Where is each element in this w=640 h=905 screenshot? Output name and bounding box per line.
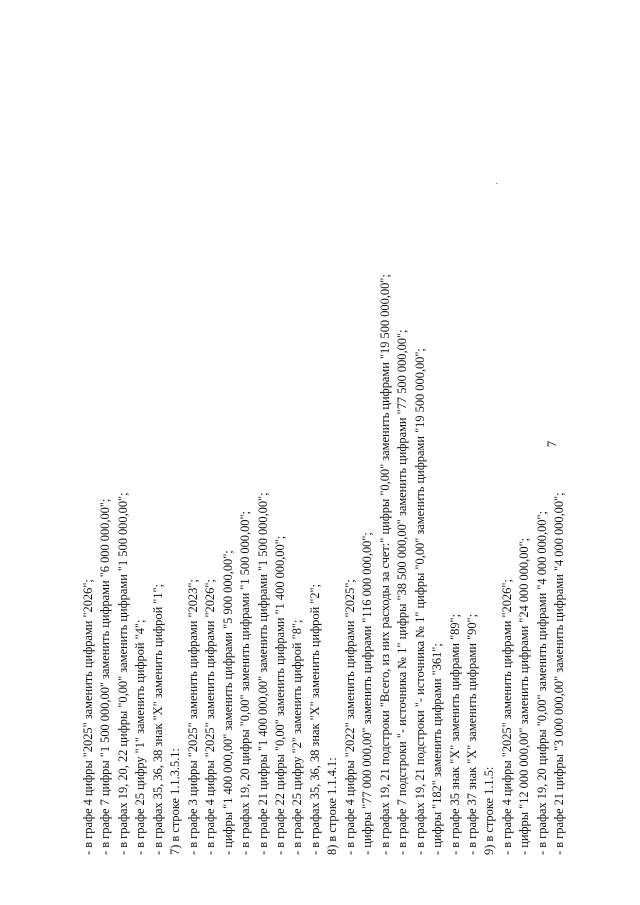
text-line: - в графе 4 цифры "2025" заменить цифрами "2026";	[203, 579, 218, 855]
text-line: - в графе 35 знак "X" заменить цифрами "89";	[447, 613, 462, 855]
text-line: - в графе 3 цифры "2025" заменить цифрами "2023";	[185, 579, 200, 855]
text-line: - цифры "12 000 000,00" заменить цифрами "24 000 000,00";	[517, 537, 532, 855]
text-line: - в графах 19, 20 цифры "0,00" заменить цифрами "4 000 000,00";	[534, 511, 549, 855]
text-line: - в графе 4 цифры "2022" заменить цифрами "2025";	[342, 579, 357, 855]
text-line: - цифры "1 400 000,00" заменить цифрами "5 900 000,00";	[220, 550, 235, 855]
text-line: - в графе 25 цифру "2" заменить цифрой "8";	[290, 619, 305, 855]
text-line: - цифры "77 000 000,00" заменить цифрами "116 000 000,00";	[360, 532, 375, 855]
text-line: - в графах 19, 20, 22 цифры "0,00" заменить цифрами "1 500 000,00";	[115, 492, 130, 855]
text-line: - в графах 19, 21 подстроки "- источника № 1" цифры "0,00" заменить цифрами "19 500 000,00";	[412, 348, 427, 855]
text-line: - в графе 21 цифры "3 000 000,00" заменить цифрами "4 000 000,00";	[552, 492, 567, 855]
section-heading: 8) в строке 1.1.4.1:	[325, 757, 340, 855]
text-line: - в графах 19, 21 подстроки "Всего, из них расходы за счет:" цифры "0,00" заменить цифрами "19 500 000,00";	[377, 274, 392, 855]
text-line: - в графе 4 цифры "2025" заменить цифрами "2026";	[81, 579, 95, 855]
text-line: - в графе 37 знак "X" заменить цифрами "90";	[464, 613, 479, 855]
text-line: - в графах 19, 20 цифры "0,00" заменить цифрами "1 500 000,00";	[238, 511, 253, 855]
text-line: - в графах 35, 36, 38 знак "X" заменить цифрой "1";	[150, 583, 165, 855]
text-line: - в графах 35, 36, 38 знак "X" заменить цифрой "2";	[307, 583, 322, 855]
text-line: - в графе 7 цифры "1 500 000,00" заменить цифрами "6 000 000,00";	[98, 498, 113, 855]
text-line: - в графе 7 подстроки "- источника № 1" цифры "38 500 000,00" заменить цифрами "77 500 000,00";	[395, 329, 410, 855]
text-line: - в графе 25 цифру "1" заменить цифрой "4";	[133, 619, 148, 855]
text-line: - в графе 22 цифры "0,00" заменить цифрами "1 400 000,00";	[272, 535, 287, 855]
document-body	[80, 35, 569, 855]
text-line: - в графе 4 цифры "2025" заменить цифрами "2026";	[499, 579, 514, 855]
section-heading: 7) в строке 1.1.3.5.1:	[168, 748, 183, 855]
page-number: 7	[544, 440, 559, 448]
text-line: - цифры "182" заменить цифрами "361";	[430, 643, 445, 855]
text-line: - в графе 21 цифры "1 400 000,00" заменить цифрами "1 500 000,00";	[255, 492, 270, 855]
section-heading: 9) в строке 1.1.5:	[482, 766, 497, 855]
